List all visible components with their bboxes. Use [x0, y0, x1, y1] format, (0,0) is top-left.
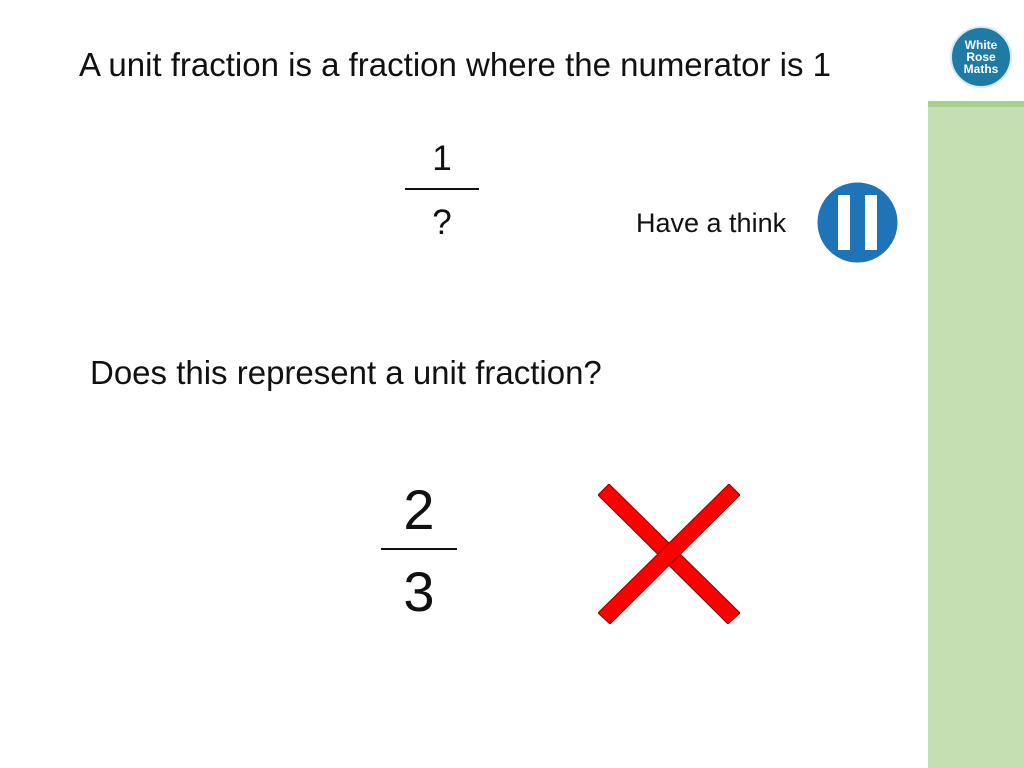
fraction-numerator: 1: [432, 139, 452, 178]
page-title: A unit fraction is a fraction where the numerator is 1: [79, 46, 832, 83]
question-text: Does this represent a unit fraction?: [90, 354, 602, 391]
white-rose-maths-logo: [950, 26, 1012, 88]
example-fraction: [379, 478, 459, 624]
sidebar: [928, 0, 1024, 768]
logo-line-1: White: [964, 38, 998, 52]
fraction-numerator: 2: [403, 478, 435, 541]
fraction-bar: [405, 188, 479, 190]
cross-icon: [598, 484, 740, 624]
sidebar-divider: [928, 101, 1024, 107]
fraction-denominator: ?: [432, 203, 452, 242]
pause-icon: [815, 180, 900, 265]
think-label: Have a think: [636, 208, 787, 238]
logo-line-3: Maths: [963, 62, 999, 76]
fraction-bar: [381, 548, 457, 550]
unit-fraction: [402, 136, 482, 246]
fraction-denominator: 3: [403, 560, 435, 623]
logo-line-2: Rose: [966, 50, 996, 64]
